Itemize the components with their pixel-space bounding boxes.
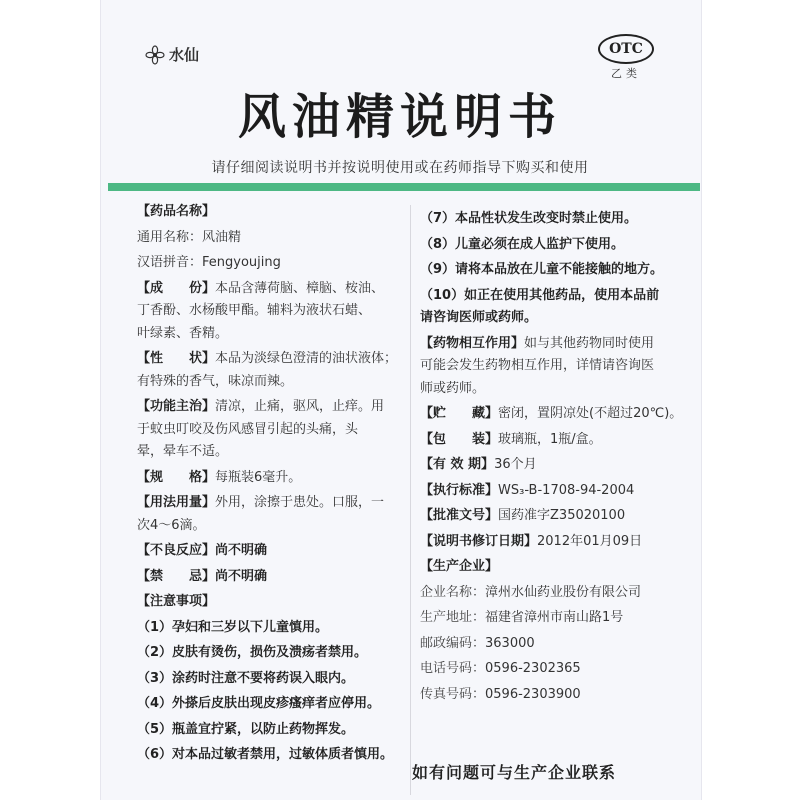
generic-name: 通用名称：风油精 [137, 229, 242, 245]
ingredients-line [137, 278, 405, 301]
fax-line [420, 684, 682, 707]
precaution-item-1: （1）孕妇和三岁以下儿童慎用。 [137, 619, 329, 635]
otc-mark: OTC [598, 34, 654, 64]
revision-label: 【说明书修订日期】 [420, 533, 538, 549]
flower-icon [145, 45, 165, 65]
precaution-item-10-line-2: 请咨询医师或药师。 [420, 310, 538, 325]
right-column [420, 208, 682, 706]
fax-value: 0596-2303900 [485, 686, 581, 702]
interactions-label: 【药物相互作用】 [420, 335, 525, 351]
validity-label: 【有 效 期】 [420, 457, 495, 472]
precaution-item-8: （8）儿童必须在成人监护下使用。 [420, 236, 625, 252]
properties-text-2: 有特殊的香气，味凉而辣。 [137, 373, 294, 389]
adverse-value: 尚不明确 [215, 543, 268, 558]
phone-value: 0596-2302365 [485, 661, 581, 676]
precaution-item-7: （7）本品性状发生改变时禁止使用。 [420, 211, 638, 226]
precaution-item-5: （5）瓶盖宜拧紧，以防止药物挥发。 [137, 721, 355, 737]
ingredients-text-2: 丁香酚、水杨酸甲酯。辅料为液状石蜡、 [137, 303, 372, 318]
indications-text-3: 晕，晕车不适。 [137, 444, 229, 459]
adverse-label: 【不良反应】 [137, 543, 216, 558]
pinyin-name: 汉语拼音：Fengyoujing [137, 255, 281, 270]
approval-line [420, 505, 682, 528]
ingredients-label: 【成 份】 [137, 280, 216, 296]
precaution-item-6: （6）对本品过敏者禁用，过敏体质者慎用。 [137, 747, 394, 762]
precaution-item-10-line-1: （10）如正在使用其他药品，使用本品前 [420, 287, 660, 303]
usage-text-1: 外用，涂擦于患处。口服，一 [215, 495, 385, 510]
precaution-item-3: （3）涂药时注意不要将药误入眼内。 [137, 670, 355, 686]
left-column [137, 201, 405, 767]
package-value: 玻璃瓶，1瓶/盒。 [498, 431, 602, 447]
spec-value: 每瓶装6毫升。 [215, 469, 302, 485]
storage-line [420, 403, 682, 426]
brand-name: 水仙 [169, 46, 200, 64]
validity-value: 36个月 [494, 457, 537, 472]
storage-value: 密闭，置阴凉处(不超过20℃)。 [498, 406, 683, 421]
interactions-text-3: 师或药师。 [420, 380, 486, 396]
postcode-line [420, 633, 682, 656]
ingredients-text-1: 本品含薄荷脑、樟脑、桉油、 [215, 280, 385, 296]
otc-badge [594, 34, 658, 84]
contact-hotline: 如有问题可与生产企业联系 [412, 763, 617, 782]
spec-line [137, 467, 405, 490]
properties-label: 【性 状】 [137, 351, 216, 366]
manufacturer-label: 【生产企业】 [420, 559, 499, 574]
otc-class: 乙类 [611, 67, 641, 80]
phone-label: 电话号码： [420, 661, 486, 676]
validity-line [420, 454, 682, 477]
document-subtitle: 请仔细阅读说明书并按说明使用或在药师指导下购买和使用 [211, 160, 589, 176]
address-label: 生产地址： [420, 610, 486, 625]
company-value: 漳州水仙药业股份有限公司 [485, 584, 642, 600]
interactions-line [420, 333, 682, 356]
spec-label: 【规 格】 [137, 469, 216, 485]
properties-text-1: 本品为淡绿色澄清的油状液体； [215, 351, 398, 366]
document-title: 风油精说明书 [237, 89, 562, 145]
package-label: 【包 装】 [420, 431, 499, 447]
precautions-label: 【注意事项】 [137, 594, 216, 609]
adverse-line [137, 540, 405, 563]
revision-value: 2012年01月09日 [537, 533, 643, 549]
address-value: 福建省漳州市南山路1号 [485, 610, 624, 625]
accent-bar [108, 183, 700, 191]
postcode-value: 363000 [485, 635, 535, 651]
column-divider [410, 205, 411, 795]
indications-label: 【功能主治】 [137, 399, 216, 414]
brand-logo [145, 44, 199, 65]
drug-name-label: 【药品名称】 [137, 204, 216, 219]
address-line [420, 607, 682, 630]
approval-label: 【批准文号】 [420, 508, 499, 523]
usage-text-2: 次4～6滴。 [137, 517, 206, 533]
company-line [420, 582, 682, 605]
usage-label: 【用法用量】 [137, 495, 216, 510]
revision-line [420, 531, 682, 554]
company-label: 企业名称： [420, 584, 486, 600]
contra-label: 【禁 忌】 [137, 568, 216, 584]
approval-value: 国药准字Z35020100 [498, 508, 626, 523]
standard-value: WS₃-B-1708-94-2004 [498, 482, 635, 498]
precaution-item-2: （2）皮肤有烫伤，损伤及溃疡者禁用。 [137, 645, 368, 660]
precaution-item-4: （4）外搽后皮肤出现皮疹瘙痒者应停用。 [137, 696, 381, 711]
fax-label: 传真号码： [420, 686, 486, 702]
precaution-item-9: （9）请将本品放在儿童不能接触的地方。 [420, 262, 664, 277]
properties-line [137, 348, 405, 371]
storage-label: 【贮 藏】 [420, 406, 499, 421]
contra-line [137, 566, 405, 589]
phone-line [420, 658, 682, 681]
indications-text-2: 于蚊虫叮咬及伤风感冒引起的头痛，头 [137, 421, 359, 437]
usage-line [137, 492, 405, 515]
postcode-label: 邮政编码： [420, 635, 486, 651]
package-line [420, 429, 682, 452]
contra-value: 尚不明确 [215, 568, 268, 584]
standard-label: 【执行标准】 [420, 482, 499, 498]
indications-line [137, 396, 405, 419]
ingredients-text-3: 叶绿素、香精。 [137, 325, 229, 341]
standard-line [420, 480, 682, 503]
interactions-text-1: 如与其他药物同时使用 [524, 335, 655, 351]
interactions-text-2: 可能会发生药物相互作用，详情请咨询医 [420, 358, 655, 373]
indications-text-1: 清凉，止痛，驱风，止痒。用 [215, 399, 385, 414]
